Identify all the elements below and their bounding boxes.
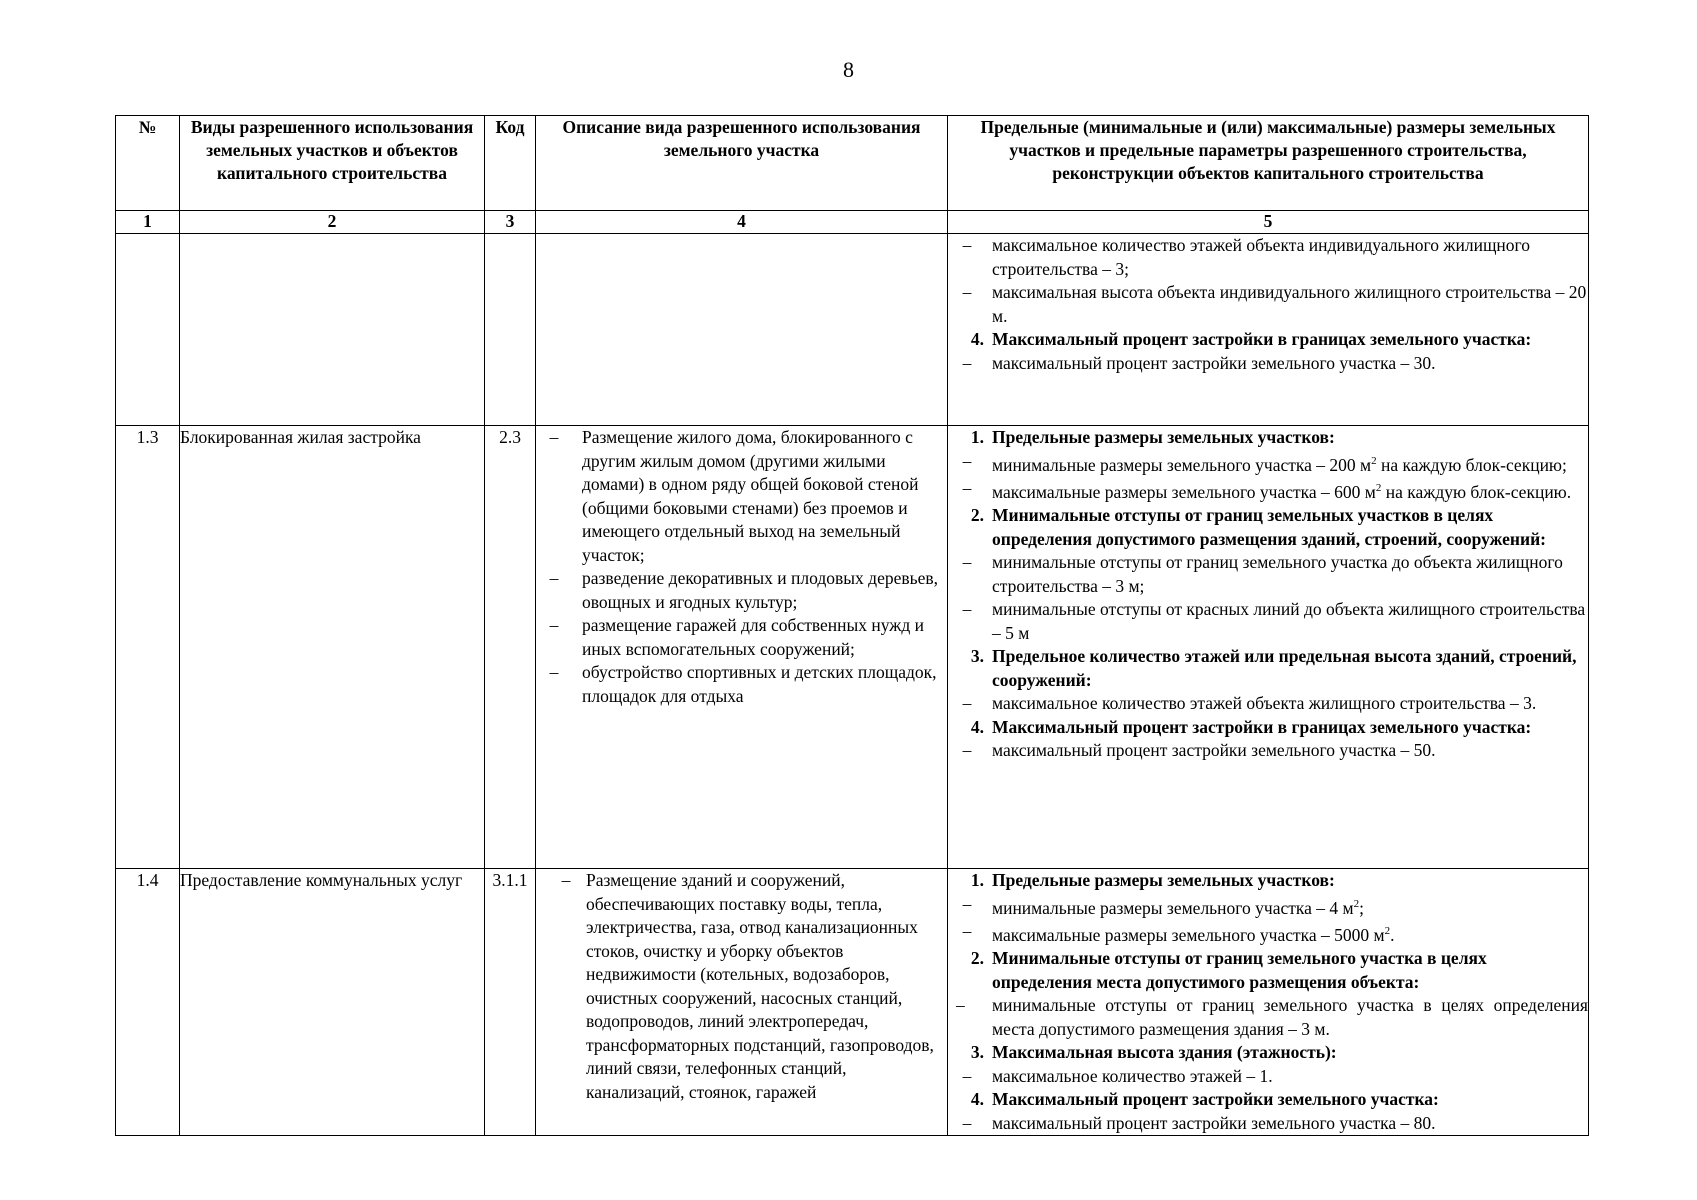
dash-marker: – — [962, 282, 972, 302]
param-heading — [948, 1088, 1588, 1112]
table-row — [116, 869, 1589, 1136]
row-params-cell — [948, 234, 1589, 426]
page-number: 8 — [843, 57, 854, 82]
row-number: 1.4 — [116, 869, 180, 1136]
list-item: – Размещение зданий и сооружений, обеспечивающих поставку воды, тепла, электричества, газа, отвод канализационных стоков, очистку и уборку объектов недвижимости (котельных, водозаборов, очистных сооружений, насосных станций, водопроводов, линий электропередач, трансформаторных подстанций, газопроводов, линий связи, телефонных станций, канализаций, стоянок, гаражей — [561, 870, 934, 1102]
param-item — [948, 352, 1588, 376]
column-number: 1 — [116, 211, 180, 234]
list-number: 2. — [970, 505, 984, 526]
param-text: максимальное количество этажей – 1. — [992, 1065, 1273, 1086]
param-text: Максимальная высота здания (этажность): — [992, 1042, 1337, 1063]
row-code: 2.3 — [485, 426, 536, 869]
param-heading — [948, 426, 1588, 450]
param-heading — [948, 645, 1588, 692]
header-parameters: Предельные (минимальные и (или) максимальные) размеры земельных участков и предельные параметры разрешенного строительства, реконструкции объектов капитального строительства — [948, 116, 1589, 211]
row-use-name: Предоставление коммунальных услуг — [180, 869, 485, 1136]
param-text: Предельное количество этажей или предельная высота зданий, строений, сооружений: — [992, 646, 1577, 690]
column-number: 2 — [180, 211, 485, 234]
param-item — [948, 234, 1588, 281]
column-numbers-row — [116, 211, 1589, 234]
dash-marker: – — [962, 920, 972, 941]
list-item: – размещение гаражей для собственных нужд и иных вспомогательных сооружений; — [549, 615, 925, 659]
header-use-type: Виды разрешенного использования земельных участков и объектов капитального строительства — [180, 116, 485, 211]
superscript: 2 — [1371, 454, 1377, 467]
dash-marker: – — [962, 740, 972, 761]
param-text: минимальные размеры земельного участка – 4 м — [992, 897, 1354, 918]
param-text: минимальные отступы от границ земельного участка в целях определения места допустимого размещения здания – 3 м. — [992, 995, 1588, 1039]
params-list — [948, 426, 1588, 763]
list-number: 2. — [970, 948, 984, 969]
list-number: 1. — [970, 427, 984, 447]
list-number: 4. — [970, 716, 984, 737]
param-heading — [948, 869, 1588, 893]
list-item: – разведение декоративных и плодовых деревьев, овощных и ягодных культур; — [549, 568, 939, 612]
dash-marker: – — [962, 893, 972, 914]
param-text: максимальный процент застройки земельного участка – 80. — [992, 1112, 1436, 1133]
dash-marker: – — [962, 235, 972, 255]
param-text: Максимальный процент застройки земельного участка: — [992, 1089, 1439, 1110]
dash-marker: – — [962, 693, 972, 714]
param-item — [948, 692, 1588, 716]
param-text: максимальный процент застройки земельного участка – 30. — [992, 352, 1436, 373]
list-item: – обустройство спортивных и детских площадок, площадок для отдыха — [549, 662, 937, 706]
row-number-cell — [116, 234, 180, 426]
param-text: Предельные размеры земельных участков: — [992, 427, 1335, 447]
dash-marker: – — [962, 352, 972, 373]
dash-marker: – — [962, 1065, 972, 1086]
param-heading — [948, 947, 1588, 994]
list-item: – Размещение жилого дома, блокированного с другим жилым домом (другими жилыми домами) в одном ряду общей боковой стеной (общими боковыми стенами) без проемов и имеющего отдельный выход на земельный участок; — [549, 427, 919, 565]
param-heading — [948, 504, 1588, 551]
param-text-suffix: . — [1390, 924, 1395, 945]
param-text: максимальные размеры земельного участка – 600 м — [992, 481, 1376, 502]
land-use-table — [115, 115, 1589, 1136]
param-item — [948, 551, 1588, 598]
param-text: максимальное количество этажей объекта индивидуального жилищного строительства – 3; — [992, 235, 1531, 279]
param-item — [948, 598, 1588, 645]
param-item — [948, 450, 1588, 477]
param-heading — [948, 328, 1588, 352]
list-number: 1. — [970, 870, 984, 890]
header-code: Код — [485, 116, 536, 211]
row-params-cell — [948, 426, 1589, 869]
param-text-suffix: на каждую блок-секцию; — [1376, 454, 1567, 475]
params-list — [948, 869, 1588, 1135]
header-description: Описание вида разрешенного использования земельного участка — [536, 116, 948, 211]
param-text: максимальные размеры земельного участка – 5000 м — [992, 924, 1385, 945]
list-number: 4. — [970, 1089, 984, 1110]
row-description — [536, 869, 948, 1136]
param-text: минимальные отступы от красных линий до объекта жилищного строительства – 5 м — [992, 599, 1586, 643]
param-item — [948, 1112, 1588, 1136]
table-row-continuation — [116, 234, 1589, 426]
param-item — [948, 1065, 1588, 1089]
column-number: 4 — [536, 211, 948, 234]
param-text: Максимальный процент застройки в границах земельного участка: — [992, 329, 1532, 349]
column-number: 3 — [485, 211, 536, 234]
list-number: 3. — [970, 1042, 984, 1063]
header-number: № — [116, 116, 180, 211]
param-text: минимальные отступы от границ земельного участка до объекта жилищного строительства – 3 м; — [992, 552, 1563, 596]
dash-marker: – — [956, 995, 965, 1016]
superscript: 2 — [1353, 897, 1360, 910]
param-text-suffix: ; — [1359, 897, 1364, 918]
param-text: Максимальный процент застройки в границах земельного участка: — [992, 716, 1532, 737]
param-heading — [948, 1041, 1588, 1065]
param-item — [948, 994, 1588, 1041]
list-number: 3. — [970, 646, 984, 667]
row-number: 1.3 — [116, 426, 180, 869]
description-list — [536, 869, 947, 1104]
param-item — [948, 477, 1588, 504]
param-heading — [948, 716, 1588, 740]
param-text: максимальная высота объекта индивидуального жилищного строительства – 20 м. — [992, 282, 1587, 326]
param-item — [948, 893, 1588, 920]
row-description-cell — [536, 234, 948, 426]
table-header-row — [116, 116, 1589, 211]
param-text: максимальный процент застройки земельного участка – 50. — [992, 740, 1436, 761]
description-list — [536, 426, 947, 708]
param-item — [948, 281, 1588, 328]
superscript: 2 — [1384, 924, 1391, 937]
list-number: 4. — [970, 329, 984, 349]
row-code-cell — [485, 234, 536, 426]
param-text: Минимальные отступы от границ земельного участка в целях определения места допустимого размещения объекта: — [992, 948, 1487, 992]
param-text: минимальные размеры земельного участка – 200 м — [992, 454, 1372, 475]
params-list — [948, 234, 1588, 375]
column-number: 5 — [948, 211, 1589, 234]
param-text: Предельные размеры земельных участков: — [992, 870, 1335, 890]
dash-marker: – — [962, 450, 972, 471]
table-row — [116, 426, 1589, 869]
superscript: 2 — [1375, 481, 1382, 494]
row-name-cell — [180, 234, 485, 426]
dash-marker: – — [962, 599, 972, 620]
row-description — [536, 426, 948, 869]
param-text: Минимальные отступы от границ земельных участков в целях определения допустимого размещения зданий, строений, сооружений: — [992, 505, 1546, 549]
param-text-suffix: на каждую блок-секцию. — [1381, 481, 1572, 502]
param-text: максимальное количество этажей объекта жилищного строительства – 3. — [992, 693, 1537, 714]
row-use-name: Блокированная жилая застройка — [180, 426, 485, 869]
row-code: 3.1.1 — [485, 869, 536, 1136]
row-params-cell — [948, 869, 1589, 1136]
param-item — [948, 920, 1588, 947]
dash-marker: – — [962, 1112, 972, 1133]
dash-marker: – — [962, 552, 972, 573]
dash-marker: – — [962, 477, 972, 498]
param-item — [948, 739, 1588, 763]
